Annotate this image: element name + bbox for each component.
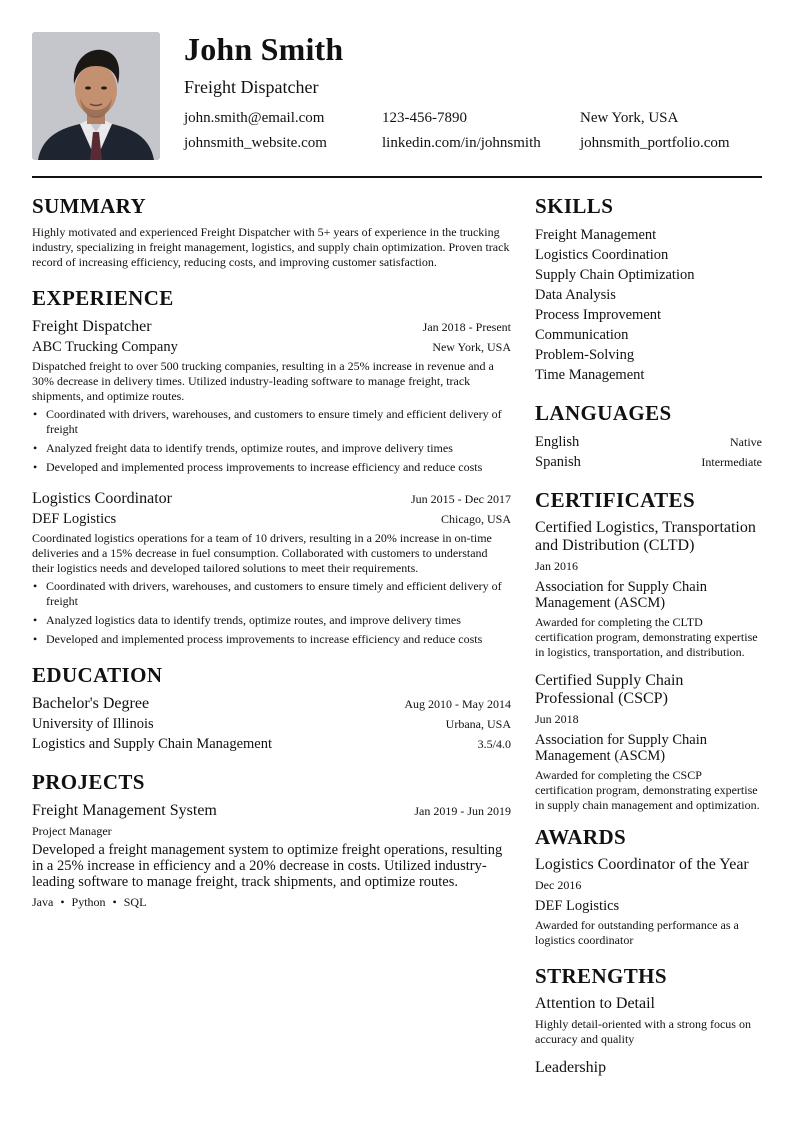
section-title: LANGUAGES — [535, 401, 672, 425]
separator: • — [60, 895, 65, 909]
job-company: DEF Logistics — [32, 511, 117, 527]
job-bullets — [32, 407, 511, 475]
strength-name: Leadership — [535, 1059, 607, 1076]
languages-section — [535, 401, 762, 472]
award-description: Awarded for outstanding performance as a logistics coordinator — [535, 918, 739, 947]
linkedin-link[interactable]: linkedin.com/in/johnsmith — [382, 135, 541, 151]
skills-section — [535, 194, 762, 385]
section-title: SUMMARY — [32, 194, 147, 218]
candidate-name: John Smith — [184, 31, 344, 67]
projects-section — [32, 770, 511, 910]
job-bullets — [32, 579, 511, 647]
summary-section — [32, 194, 511, 270]
certificate-issuer: Association for Supply Chain Management (ASCM) — [535, 732, 707, 764]
award-issuer: DEF Logistics — [535, 898, 620, 914]
location-text: New York, USA — [580, 110, 679, 126]
certificates-section — [535, 488, 762, 813]
project-tags — [32, 894, 511, 910]
candidate-role: Freight Dispatcher — [184, 77, 319, 97]
job-position: Logistics Coordinator — [32, 490, 172, 507]
skill-item: Communication — [535, 327, 629, 343]
list-item: • Developed and implemented process improvements to increase efficiency and reduce costs — [32, 632, 511, 647]
job-dates: Jun 2015 - Dec 2017 — [411, 492, 511, 506]
header-divider — [32, 176, 762, 178]
email-link[interactable]: john.smith@email.com — [184, 110, 325, 126]
list-item: • Coordinated with drivers, warehouses, and customers to ensure timely and efficient delivery of freight — [32, 579, 511, 609]
skill-item: Freight Management — [535, 227, 657, 243]
language-level: Intermediate — [701, 455, 762, 469]
tag: Java — [32, 895, 54, 909]
skill-item: Time Management — [535, 367, 645, 383]
job-location: Chicago, USA — [441, 512, 511, 526]
language-name: English — [535, 434, 580, 450]
skill-item: Logistics Coordination — [535, 247, 669, 263]
project-dates: Jan 2019 - Jun 2019 — [414, 804, 511, 818]
section-title: CERTIFICATES — [535, 488, 696, 512]
education-section — [32, 663, 511, 754]
skill-item: Process Improvement — [535, 307, 662, 323]
award-name: Logistics Coordinator of the Year — [535, 856, 749, 873]
list-item: • Analyzed freight data to identify trends, optimize routes, and improve delivery times — [32, 441, 511, 456]
strength-description: Highly detail-oriented with a strong focus on accuracy and quality — [535, 1017, 751, 1046]
education-gpa: 3.5/4.0 — [477, 737, 511, 751]
job-company: ABC Trucking Company — [32, 339, 178, 355]
section-title: STRENGTHS — [535, 964, 667, 988]
list-item: • Analyzed logistics data to identify trends, optimize routes, and improve delivery times — [32, 613, 511, 628]
section-title: SKILLS — [535, 194, 614, 218]
strengths-section — [535, 964, 762, 1077]
certificate-description: Awarded for completing the CLTD certification program, demonstrating expertise in logistics, transportation, and distribution. — [535, 615, 758, 659]
tag: Python — [71, 895, 106, 909]
profile-photo — [32, 32, 160, 160]
certificate-description: Awarded for completing the CSCP certification program, demonstrating expertise in supply chain management and optimization. — [535, 768, 760, 812]
job-entry — [32, 489, 511, 647]
job-description: Coordinated logistics operations for a team of 10 drivers, resulting in a 20% increase in on-time deliveries and a 15% decrease in fuel consumption. Collaborated with customers to understand their logistics needs and developed tailored solutions to meet their requirements. — [32, 531, 492, 575]
skill-item: Data Analysis — [535, 287, 616, 303]
certificate-name: Certified Logistics, Transportation and Distribution (CLTD) — [535, 519, 756, 554]
separator: • — [112, 895, 117, 909]
education-degree: Bachelor's Degree — [32, 695, 150, 712]
project-description: Developed a freight management system to optimize freight operations, resulting in a 25% increase in efficiency and a 20% decrease in costs. Utilized industry-leading software to manage freight, track shipments, and optimize routes. — [32, 842, 503, 890]
certificate-entry — [535, 672, 762, 813]
job-dates: Jan 2018 - Present — [422, 320, 511, 334]
skill-item: Problem-Solving — [535, 347, 635, 363]
certificate-date: Jun 2018 — [535, 712, 579, 726]
job-description: Dispatched freight to over 500 trucking companies, resulting in a 25% increase in revenue and a 30% decrease in delivery times. Utilized industry-leading software to manage freight, track shipments, and optimize routes. — [32, 359, 494, 403]
certificate-issuer: Association for Supply Chain Management (ASCM) — [535, 579, 707, 611]
project-name: Freight Management System — [32, 802, 217, 819]
education-field: Logistics and Supply Chain Management — [32, 736, 273, 752]
strength-name: Attention to Detail — [535, 995, 655, 1012]
summary-text: Highly motivated and experienced Freight Dispatcher with 5+ years of experience in the trucking industry, specializing in freight management, logistics, and supply chain optimization. Proven track record of increasing efficiency, reducing costs, and improving customer satisfaction. — [32, 225, 510, 269]
education-location: Urbana, USA — [445, 717, 511, 731]
section-title: AWARDS — [535, 825, 627, 849]
list-item: • Developed and implemented process improvements to increase efficiency and reduce costs — [32, 460, 511, 475]
language-level: Native — [730, 435, 762, 449]
section-title: EXPERIENCE — [32, 286, 174, 310]
certificate-name: Certified Supply Chain Professional (CSCP) — [535, 672, 684, 707]
skill-item: Supply Chain Optimization — [535, 267, 695, 283]
education-school: University of Illinois — [32, 716, 154, 732]
portfolio-link[interactable]: johnsmith_portfolio.com — [580, 135, 730, 151]
language-name: Spanish — [535, 454, 581, 470]
right-column — [535, 194, 762, 1093]
left-column — [32, 194, 511, 926]
certificate-entry — [535, 519, 762, 660]
job-location: New York, USA — [432, 340, 511, 354]
certificate-date: Jan 2016 — [535, 559, 578, 573]
website-link[interactable]: johnsmith_website.com — [184, 135, 327, 151]
job-entry — [32, 317, 511, 475]
section-title: PROJECTS — [32, 770, 145, 794]
education-dates: Aug 2010 - May 2014 — [404, 697, 511, 711]
list-item: • Coordinated with drivers, warehouses, and customers to ensure timely and efficient delivery of freight — [32, 407, 511, 437]
awards-section — [535, 825, 762, 948]
award-date: Dec 2016 — [535, 878, 582, 892]
project-role: Project Manager — [32, 824, 112, 838]
phone-text: 123-456-7890 — [382, 110, 467, 126]
tag: SQL — [123, 895, 147, 909]
section-title: EDUCATION — [32, 663, 163, 687]
job-position: Freight Dispatcher — [32, 318, 152, 335]
experience-section — [32, 286, 511, 647]
